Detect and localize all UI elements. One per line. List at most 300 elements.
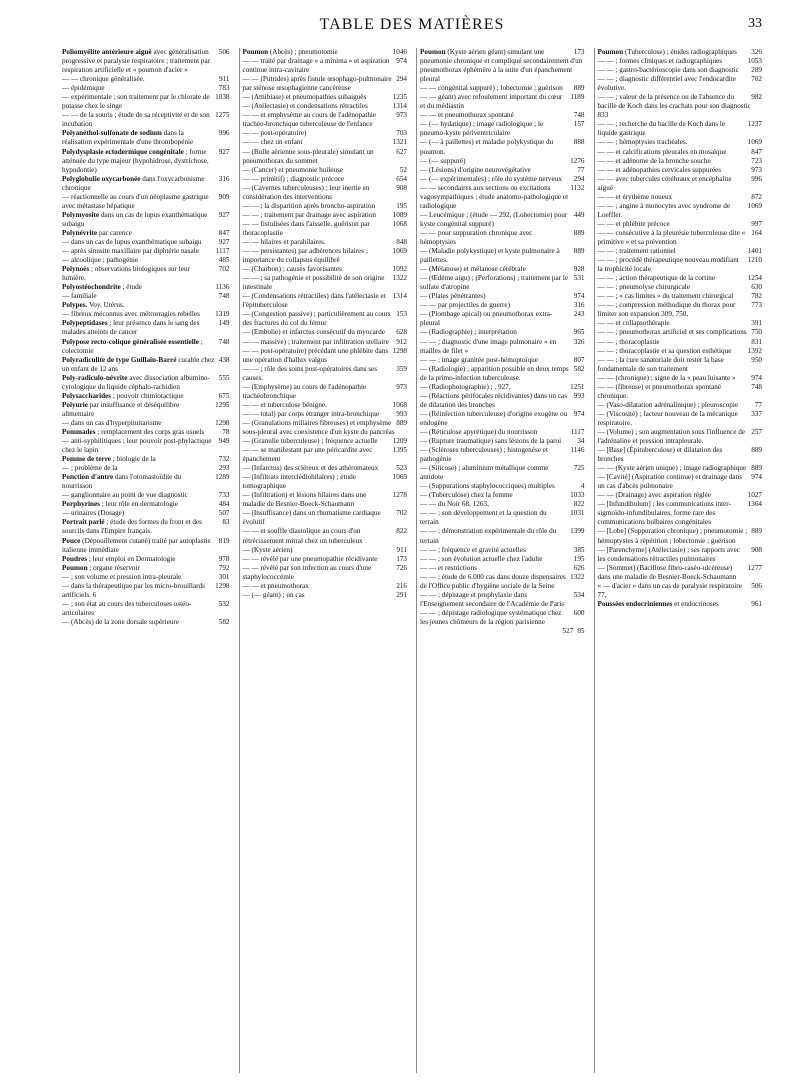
page-ref: 149 bbox=[218, 319, 230, 328]
index-entry bbox=[420, 509, 585, 527]
page-ref: 1189 bbox=[570, 93, 585, 102]
entry-text: — — ; pneumothorax artificiel et ses complications bbox=[597, 328, 747, 337]
page-ref: 4 bbox=[580, 482, 585, 491]
entry-text: — — et tuberculose bénigne. bbox=[242, 400, 327, 409]
index-entry bbox=[598, 410, 763, 428]
entry-heading: Polynévrite bbox=[62, 228, 98, 237]
page-ref: 961 bbox=[751, 599, 762, 608]
entry-text: — — ; la cure sanatoriale doit rester la base fondamentale de son traitement bbox=[597, 355, 724, 373]
page-header bbox=[62, 14, 762, 36]
index-entry bbox=[598, 301, 763, 319]
entry-text: — (Cancer) et pneumonie huileuse bbox=[242, 165, 344, 174]
entry-text: — — ; traitement par drainage avec aspiration bbox=[242, 210, 377, 219]
page-ref: 927 bbox=[218, 237, 230, 246]
index-entry bbox=[420, 229, 585, 247]
page-ref: 748 bbox=[218, 292, 230, 301]
entry-text: — — ; diagnostic d'une image pulmonaire « en mailles de filet » bbox=[420, 337, 557, 355]
page-ref: 974 bbox=[573, 409, 585, 418]
page-ref: 783 bbox=[218, 84, 230, 93]
page-ref: 506 bbox=[751, 581, 762, 590]
page-ref: 1038 bbox=[215, 93, 230, 102]
entry-text: — (Atélectasie) et condensations rétractiles bbox=[242, 102, 368, 111]
index-entry bbox=[598, 328, 763, 337]
index-entry bbox=[243, 93, 408, 102]
entry-heading: Pomme de terre bbox=[62, 455, 111, 464]
page-ref: 391 bbox=[751, 319, 762, 328]
page-ref: 702 bbox=[751, 75, 762, 84]
page-ref: 157 bbox=[573, 120, 585, 129]
index-entry bbox=[420, 292, 585, 301]
entry-text: et endocrinoses bbox=[672, 599, 719, 608]
index-column-4 bbox=[594, 48, 763, 1073]
page-ref: 822 bbox=[396, 527, 407, 536]
entry-text: — — se manifestant par une péricardite avec épanchement bbox=[242, 446, 373, 464]
page-ref: 1027 bbox=[747, 491, 762, 500]
entry-text: — [Base] (Épituberculose) et dilatation des bronches bbox=[597, 446, 723, 464]
page-ref: 872 bbox=[751, 192, 762, 201]
index-entry bbox=[62, 338, 230, 356]
page-ref: 974 bbox=[751, 373, 762, 382]
index-entry bbox=[598, 473, 763, 491]
index-entry bbox=[420, 157, 585, 166]
index-entry bbox=[62, 582, 230, 600]
index-entry bbox=[598, 428, 763, 446]
page-ref: 555 bbox=[218, 373, 230, 382]
page-ref: 1069 bbox=[392, 247, 407, 256]
page-ref: 1295 bbox=[215, 400, 230, 409]
page-ref: 702 bbox=[218, 265, 230, 274]
index-entry bbox=[420, 591, 585, 609]
entry-text: — (Viscosité) ; facteur nouveau de la mécanique respiratoire. bbox=[597, 409, 738, 427]
entry-text: — (Congestion passive) ; particulièrement au cours des fractures du col du fémur bbox=[242, 310, 391, 328]
index-entry bbox=[598, 446, 763, 464]
index-entry bbox=[62, 455, 230, 464]
index-entry bbox=[243, 247, 408, 265]
entry-text: — — ; fréquence et gravité actuelles bbox=[420, 545, 526, 554]
index-entry bbox=[420, 166, 585, 175]
index-entry bbox=[420, 93, 585, 111]
page-ref: 909 bbox=[218, 192, 230, 201]
entry-text: — — ; traitement rationnel bbox=[597, 247, 676, 256]
index-entry bbox=[62, 292, 230, 301]
entry-text: — (Plaies pénétrantes) bbox=[420, 292, 486, 301]
entry-text: ; pouvoir chimiotactique bbox=[111, 391, 184, 400]
index-entry bbox=[420, 491, 585, 500]
page-ref: 1401 bbox=[747, 247, 762, 256]
entry-text: avec dissociation albumino-cytologique du liquide céphalo-rachidien bbox=[62, 373, 210, 391]
entry-text: — — ; angine à monocytes avec syndrome de Loeffler. bbox=[597, 201, 731, 219]
page-ref: 582 bbox=[573, 364, 585, 373]
entry-heading: Poudres bbox=[62, 554, 88, 563]
entry-text: — familiale bbox=[62, 292, 97, 301]
page-ref: 831 bbox=[751, 337, 762, 346]
entry-text: — (Silicose) ; aluminium métallique comme antidote bbox=[420, 464, 549, 482]
index-entry bbox=[62, 175, 230, 193]
entry-heading: Polypes. bbox=[62, 301, 88, 310]
index-entry bbox=[420, 211, 585, 229]
entry-text: — — et phlébite précoce bbox=[597, 219, 670, 228]
entry-text: — dans un cas de lupus exanthématique subaigu bbox=[62, 237, 202, 246]
entry-text: — réactionnelle au cours d'un néoplasme gastrique avec métastase hépatique bbox=[62, 192, 209, 210]
entry-text: Voy. Utérus. bbox=[87, 301, 125, 310]
index-entry bbox=[243, 129, 408, 138]
page-ref: 889 bbox=[751, 464, 762, 473]
page-ref: 889 bbox=[573, 247, 585, 256]
entry-text: — (Bulle aérienne sous-pleurale) simulant un pneumothorax du sommet bbox=[242, 147, 374, 165]
index-column-2 bbox=[239, 48, 408, 1073]
index-entry bbox=[243, 555, 408, 564]
index-entry bbox=[598, 319, 763, 328]
page-ref: 1254 bbox=[747, 274, 762, 283]
entry-text: ; biologie de la bbox=[110, 455, 156, 464]
entry-heading: Polysaccharides bbox=[62, 391, 112, 400]
index-entry bbox=[243, 347, 408, 365]
page-ref: 888 bbox=[573, 138, 585, 147]
page-ref: 996 bbox=[218, 129, 230, 138]
page-ref: 748 bbox=[751, 382, 762, 391]
entry-text: — (Réticulose apyrétique) du nourrisson bbox=[420, 427, 538, 436]
page-ref: 982 bbox=[751, 93, 762, 102]
entry-text: — — ; thoracoplastie et sa question esthétique bbox=[597, 346, 732, 355]
index-entry bbox=[243, 383, 408, 401]
entry-text: — — ; sa pathogénie et possibilité de son origine intestinale bbox=[242, 274, 385, 292]
entry-text: — (Vaso-dilatation adrénalinique) ; pleuroscopie bbox=[597, 400, 739, 409]
entry-text: par carence bbox=[97, 228, 132, 237]
page-ref: 337 bbox=[751, 409, 762, 418]
index-entry bbox=[62, 600, 230, 618]
entry-text: dans l'oxycarbonisme chronique bbox=[62, 174, 205, 192]
page-ref: 1046 bbox=[392, 48, 407, 56]
entry-text: — — hilaires et parahilaires. bbox=[242, 237, 326, 246]
page-ref: 1209 bbox=[392, 437, 407, 446]
index-entry bbox=[62, 618, 230, 627]
index-entry bbox=[420, 301, 585, 310]
entry-text: — — ; son développement et la question du terrain bbox=[420, 509, 547, 527]
entry-text: — — fistulisées dans l'aisselle, guérison par thoracoplastie bbox=[242, 219, 370, 237]
entry-heading: Poumon bbox=[420, 48, 446, 56]
entry-text: — — ; dépistage radiologique systématique chez les jeunes chômeurs de la région parisienne bbox=[420, 608, 562, 626]
entry-heading: Pommades bbox=[62, 427, 96, 436]
index-entry bbox=[598, 274, 763, 283]
index-entry bbox=[243, 546, 408, 555]
entry-heading: Polydysplasie ectodermique congénitale bbox=[62, 147, 184, 156]
entry-text: — — chez un enfant bbox=[242, 138, 303, 147]
entry-text: — (Granulations miliaires fibreuses) et emphysème sous-pleural avec coexistence d'un kyste du pancréas bbox=[242, 418, 395, 436]
index-entry bbox=[243, 401, 408, 410]
page-ref: 600 bbox=[573, 608, 585, 617]
entry-heading: Poly-radiculo-névrite bbox=[62, 373, 128, 382]
entry-text: — — révélé par une pneumopathie récidivante bbox=[242, 554, 378, 563]
page-ref: 438 bbox=[218, 355, 230, 364]
entry-text: — — géant) avec refoulement important du cœur et du médiastin bbox=[420, 93, 563, 111]
page-ref: 359 bbox=[396, 364, 407, 373]
index-entry bbox=[62, 93, 230, 111]
entry-text: dans l'otomastoïdite du nourrisson bbox=[62, 473, 182, 491]
page-ref: 289 bbox=[751, 66, 762, 75]
page-ref: 164 bbox=[751, 228, 762, 237]
page-ref: 1132 bbox=[570, 183, 585, 192]
entry-text: — — ; « cas limites » du traitement chirurgical bbox=[597, 292, 734, 301]
page-ref: 1068 bbox=[392, 219, 407, 228]
entry-text: — — et emphysème au cours de l'adénopathie trachéo-bronchique tuberculeuse de l'enfance bbox=[242, 111, 377, 129]
entry-text: — — consécutive à la pleurésie tuberculeuse dite « primitive » et sa prévention bbox=[597, 228, 746, 246]
entry-text: — — ; démonstration expérimentale du rôle du terrain bbox=[420, 527, 557, 545]
entry-text: ; observations biologiques sur leur lumière. bbox=[62, 265, 190, 283]
index-entry bbox=[420, 310, 585, 328]
index-entry bbox=[243, 582, 408, 591]
index-entry bbox=[243, 527, 408, 545]
page-ref: 316 bbox=[573, 301, 585, 310]
index-entry bbox=[598, 527, 763, 545]
entry-text: ; étude des formes du front et des sourcils dans l'Empire français. bbox=[62, 518, 202, 536]
entry-text: — — et adénopathies cervicales suppurées bbox=[597, 165, 722, 174]
index-entry bbox=[598, 48, 763, 57]
entry-text: ; leur emploi en Dermatologie bbox=[87, 554, 176, 563]
page-ref: 726 bbox=[396, 563, 407, 572]
page-ref: 1146 bbox=[570, 446, 585, 455]
page-ref: 1251 bbox=[570, 382, 585, 391]
entry-text: — — et adénome de la bronche souche bbox=[597, 156, 711, 165]
index-entry bbox=[243, 202, 408, 211]
page-ref: 1298 bbox=[392, 346, 407, 355]
index-entry bbox=[243, 328, 408, 337]
entry-text: ; forme atténuée du type majeur (hypohidrose, dystrichose, hypodontie) bbox=[62, 147, 209, 174]
index-entry bbox=[420, 184, 585, 211]
page-ref: 153 bbox=[396, 310, 407, 319]
page-ref: 532 bbox=[218, 599, 230, 608]
index-entry bbox=[62, 84, 230, 93]
entry-text: — alcoolique ; pathogénie bbox=[62, 256, 139, 265]
page-ref: 1276 bbox=[570, 156, 585, 165]
entry-text: — (Kyste aérien) bbox=[242, 545, 293, 554]
entry-text: — ; problème de la bbox=[62, 464, 118, 473]
entry-heading: Poumon bbox=[597, 48, 624, 56]
index-entry bbox=[62, 247, 230, 256]
entry-text: — — ; pneumolyse chirurgicale bbox=[597, 283, 690, 292]
entry-heading: Polypeptidases bbox=[62, 319, 108, 328]
page-ref: 1210 bbox=[747, 256, 762, 265]
page-ref: 889 bbox=[751, 527, 762, 536]
entry-text: — — par projectiles de guerre) bbox=[420, 301, 511, 310]
page-ref: 293 bbox=[218, 464, 230, 473]
page-ref: 912 bbox=[396, 337, 407, 346]
entry-text: — [Sommet] (Bacillose fibro-caséo-ulcéreuse) dans une maladie de Besnier-Boeck-Schaumann bbox=[597, 563, 737, 581]
page-title: TABLE DES MATIÈRES bbox=[319, 16, 505, 33]
index-entry bbox=[62, 491, 230, 500]
index-entry bbox=[62, 437, 230, 455]
entry-text: — (Radiographie) ; interprétation bbox=[420, 328, 517, 337]
page-ref: 34 bbox=[577, 437, 585, 446]
index-entry bbox=[598, 582, 763, 600]
page-ref: 733 bbox=[218, 491, 230, 500]
entry-text: — (Radiophotographie) ; . 927, bbox=[420, 382, 511, 391]
page-ref: 675 bbox=[218, 391, 230, 400]
page-ref: 848 bbox=[396, 237, 407, 246]
entry-text: — — ; thoracoplastie bbox=[597, 337, 660, 346]
entry-text: dans un cas de lupus exanthématique subaigu bbox=[62, 210, 208, 228]
page-ref: 78 bbox=[222, 427, 230, 436]
index-entry bbox=[598, 157, 763, 166]
entry-text: — — (Putrides) après fistule œsophago-pulmonaire par sténose œsophagienne cancéreuse bbox=[242, 75, 392, 93]
index-entry bbox=[598, 175, 763, 193]
index-entry bbox=[62, 193, 230, 211]
index-entry bbox=[420, 446, 585, 464]
page-ref: 582 bbox=[218, 617, 230, 626]
index-entry bbox=[62, 509, 230, 518]
page-ref: 807 bbox=[573, 355, 585, 364]
entry-text: — épidémique bbox=[62, 84, 105, 93]
entry-text: — — ; la disparition après broncho-aspiration bbox=[242, 201, 376, 210]
page-ref: 748 bbox=[218, 337, 230, 346]
entry-text: — — secondaires aux sections ou excitations vagosympathiques ; étude anatomo-pathologique et radiologique bbox=[420, 183, 569, 210]
index-entry bbox=[420, 356, 585, 365]
page-ref: 527 bbox=[562, 627, 574, 635]
entry-heading: Polynoés bbox=[62, 265, 90, 274]
entry-text: — (Infiltrats interclédiohilaires) ; étude tomographique bbox=[242, 473, 356, 491]
entry-text: (Kyste aérien géant) simulant une pneumonie chronique et compliqué secondairement d'un pneumothorax éphémère à la suite d'un épanchement pleural bbox=[420, 48, 583, 84]
entry-text: — — ; rôle des soins post-opératoires dans ses causes. bbox=[242, 364, 378, 382]
entry-text: — — ; action thérapeutique de la cortine bbox=[597, 274, 716, 283]
page-ref: 1322 bbox=[392, 274, 407, 283]
index-entry bbox=[598, 120, 763, 138]
index-entry bbox=[420, 527, 585, 545]
index-entry bbox=[420, 564, 585, 573]
page-ref: 77 bbox=[754, 400, 762, 409]
index-entry bbox=[62, 464, 230, 473]
entry-text: — — pour suppuration chronique avec hémoptysies bbox=[420, 228, 533, 246]
index-entry bbox=[243, 220, 408, 238]
page-ref: 628 bbox=[396, 328, 407, 337]
index-entry bbox=[243, 464, 408, 473]
page-ref: 911 bbox=[396, 545, 407, 554]
index-entry bbox=[62, 129, 230, 147]
entry-text: — (Embolie) et infarctus consécutif du myocarde bbox=[242, 328, 386, 337]
entry-text: — (Réinfection tuberculeuse) d'origine exogène ou endogène bbox=[420, 409, 568, 427]
entry-text: — (Volume) ; son augmentation sous l'influence de l'adrénaline et pression intrapleurale. bbox=[597, 427, 745, 446]
index-entry bbox=[243, 564, 408, 582]
index-entry bbox=[243, 410, 408, 419]
entry-text: — — (Kyste aérien unique) ; image radiographique bbox=[597, 464, 747, 473]
index-entry bbox=[420, 120, 585, 138]
entry-text: — — post-opératoire) précédant une phlébite dans une opération d'hallux valgus bbox=[242, 346, 389, 364]
page-ref: 1033 bbox=[570, 491, 585, 500]
page-ref: 301 bbox=[218, 572, 230, 581]
entry-text: — — du Noir 68, 1263, bbox=[420, 500, 489, 509]
index-entry bbox=[62, 419, 230, 428]
index-entry bbox=[598, 166, 763, 175]
entry-text: curable chez un enfant de 12 ans bbox=[62, 355, 215, 373]
index-entry bbox=[420, 265, 585, 274]
entry-heading: Poliomyélite antérieure aiguë bbox=[62, 48, 152, 56]
index-entry bbox=[243, 491, 408, 509]
index-entry bbox=[243, 365, 408, 383]
page-ref: 326 bbox=[573, 337, 585, 346]
entry-text: — [Parenchyme] (Atélectasie) ; ses rapports avec les condensations rétractiles pulmonaires bbox=[597, 545, 740, 563]
index-entry bbox=[243, 138, 408, 147]
index-entry bbox=[420, 247, 585, 265]
entry-text: — (Réactions périfocales récidivantes) dans un cas de dilatation des bronches bbox=[420, 391, 567, 409]
index-entry bbox=[420, 573, 585, 591]
page-ref: 1277 bbox=[747, 563, 762, 572]
index-entry bbox=[420, 48, 585, 84]
entry-text: — — et érythème noueux bbox=[597, 192, 673, 201]
entry-text: — — (Drainage) avec aspiration réglée bbox=[597, 491, 712, 500]
page-ref: 1278 bbox=[392, 491, 407, 500]
page-ref: 173 bbox=[396, 554, 407, 563]
index-column-3 bbox=[416, 48, 585, 1073]
entry-text: — (— hydatique) ; image radiologique ; le pneumo-kyste périventriculaire bbox=[420, 120, 544, 138]
index-entry bbox=[598, 247, 763, 256]
entry-text: — (Plombage apical) ou pneumothorax extra-pleural bbox=[420, 310, 553, 328]
page-ref: 216 bbox=[396, 581, 407, 590]
index-entry bbox=[598, 202, 763, 220]
entry-text: — — ; gastro-bactérioscopie dans son diagnostic bbox=[597, 66, 739, 75]
entry-heading: Polyostéochondrite bbox=[62, 283, 121, 292]
index-entry bbox=[420, 609, 585, 627]
index-entry bbox=[598, 148, 763, 157]
page-ref: 85 bbox=[577, 627, 585, 635]
page-ref: 973 bbox=[396, 111, 407, 120]
index-entry bbox=[598, 347, 763, 356]
entry-text: — dans la thérapeutique par les micro-brouillards artificiels. 6 bbox=[62, 581, 205, 599]
index-entry bbox=[598, 66, 763, 75]
page-ref: 773 bbox=[751, 301, 762, 310]
entry-text: par insuffisance et déséquilibre alimentaire bbox=[62, 400, 180, 418]
page-ref: 1392 bbox=[747, 346, 762, 355]
page-ref: 928 bbox=[573, 265, 585, 274]
page-ref: 294 bbox=[573, 174, 585, 183]
page-ref: 748 bbox=[573, 111, 585, 120]
entry-text: — — traité par drainage « a minima » et aspiration continue intra-cavitaire bbox=[242, 57, 390, 75]
entry-text: — — massive) ; traitement par infiltration stellaire bbox=[242, 337, 389, 346]
index-entry bbox=[243, 591, 408, 600]
index-entry bbox=[243, 211, 408, 220]
page-ref: 847 bbox=[751, 147, 762, 156]
entry-text: — — et calcifications pleurales en mosaïque bbox=[597, 147, 727, 156]
index-entry bbox=[420, 328, 585, 337]
entry-text: (Dépouillement cutané) traité par autoplastie italienne immédiate bbox=[62, 536, 211, 554]
index-entry bbox=[243, 292, 408, 310]
entry-text: — (Rupture traumatique) sans lésions de la paroi bbox=[420, 437, 562, 446]
page-ref: 1289 bbox=[215, 473, 230, 482]
entry-text: — — chronique généralisée. bbox=[62, 75, 145, 84]
entry-text: — — congénital suppuré) ; lobectomie ; guérison bbox=[420, 84, 563, 93]
entry-text: — (Scléroses tuberculeuses) ; histogenèse et pathogénie bbox=[420, 446, 548, 464]
entry-text: — (— géant) ; un cas bbox=[242, 590, 305, 599]
page-ref: 1136 bbox=[215, 283, 230, 292]
index-entry bbox=[62, 428, 230, 437]
page-ref: 889 bbox=[396, 418, 407, 427]
entry-text: — — et souffle diastolique au cours d'un rétrécissement mitral chez un tuberculeux bbox=[242, 527, 363, 545]
entry-text: — — et collapsothérapie bbox=[597, 319, 670, 328]
index-entry bbox=[243, 437, 408, 446]
entry-text: — Leucémique ; (étude — 292, (Lobectomie) pour kyste congénital suppuré) bbox=[420, 210, 568, 228]
index-entry bbox=[243, 446, 408, 464]
page-ref: 732 bbox=[218, 455, 230, 464]
index-entry bbox=[62, 111, 230, 129]
page-ref: 949 bbox=[218, 437, 230, 446]
index-entry bbox=[598, 500, 763, 527]
entry-text: — — révélé par son infection au cours d'une staphylococcémie bbox=[242, 563, 372, 581]
index-entry bbox=[243, 75, 408, 93]
index-entry bbox=[243, 310, 408, 328]
entry-heading: Polyglobulie oxycarbonée bbox=[62, 174, 141, 183]
entry-text: — (— expérimentales) ; rôle du système nerveux bbox=[420, 174, 562, 183]
page-ref: 1298 bbox=[215, 581, 230, 590]
index-entry bbox=[598, 383, 763, 401]
entry-text: — après sinusite maxillaire par diphtérie nasale bbox=[62, 247, 199, 256]
page-ref: 889 bbox=[573, 228, 585, 237]
